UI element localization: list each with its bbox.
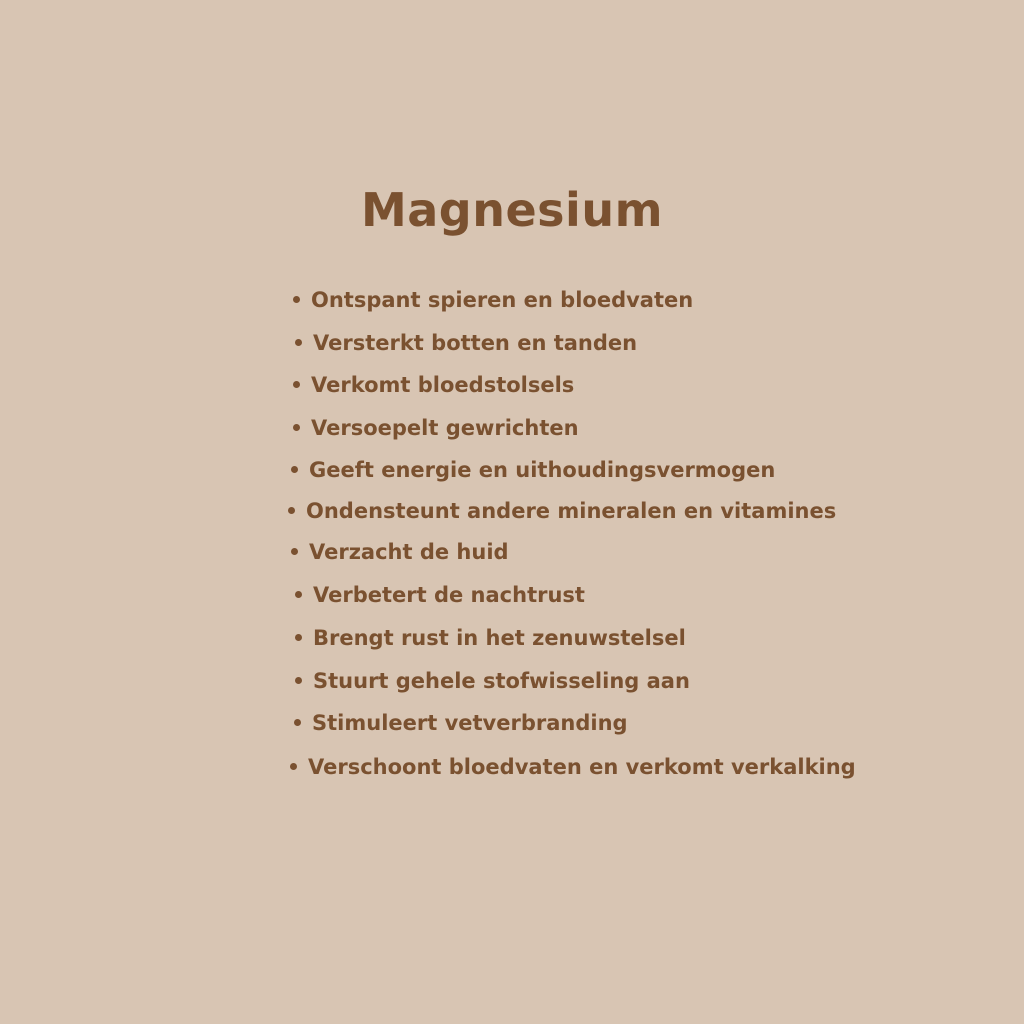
bullet-dot-icon [295,677,302,684]
list-item [290,753,856,781]
benefit-text: Ondensteunt andere mineralen en vitamines [306,499,837,523]
bullet-dot-icon [290,763,297,770]
list-item [293,286,693,314]
bullet-dot-icon [295,591,302,598]
list-item [295,329,637,357]
bullet-dot-icon [291,466,298,473]
benefit-text: Verkomt bloedstolsels [311,373,575,397]
page-title: Magnesium [360,183,664,237]
benefit-text: Stuurt gehele stofwisseling aan [313,669,690,693]
benefit-text: Verzacht de huid [309,540,509,564]
list-item [291,538,509,566]
bullet-dot-icon [293,424,300,431]
benefit-text: Stimuleert vetverbranding [312,711,628,735]
bullet-dot-icon [288,507,295,514]
benefit-text: Versoepelt gewrichten [311,416,579,440]
list-item [294,709,628,737]
bullet-dot-icon [295,339,302,346]
benefit-text: Verbetert de nachtrust [313,583,585,607]
benefit-text: Brengt rust in het zenuwstelsel [313,626,686,650]
list-item [293,371,574,399]
bullet-dot-icon [293,296,300,303]
benefit-text: Geeft energie en uithoudingsvermogen [309,458,776,482]
list-item [293,414,579,442]
bullet-dot-icon [295,634,302,641]
benefit-text: Versterkt botten en tanden [313,331,638,355]
list-item [291,456,775,484]
benefit-text: Verschoont bloedvaten en verkomt verkalking [308,755,856,779]
list-item [295,581,585,609]
benefit-text: Ontspant spieren en bloedvaten [311,288,694,312]
list-item [295,667,690,695]
bullet-dot-icon [293,381,300,388]
list-item [288,497,836,525]
bullet-dot-icon [294,719,301,726]
bullet-dot-icon [291,548,298,555]
list-item [295,624,686,652]
